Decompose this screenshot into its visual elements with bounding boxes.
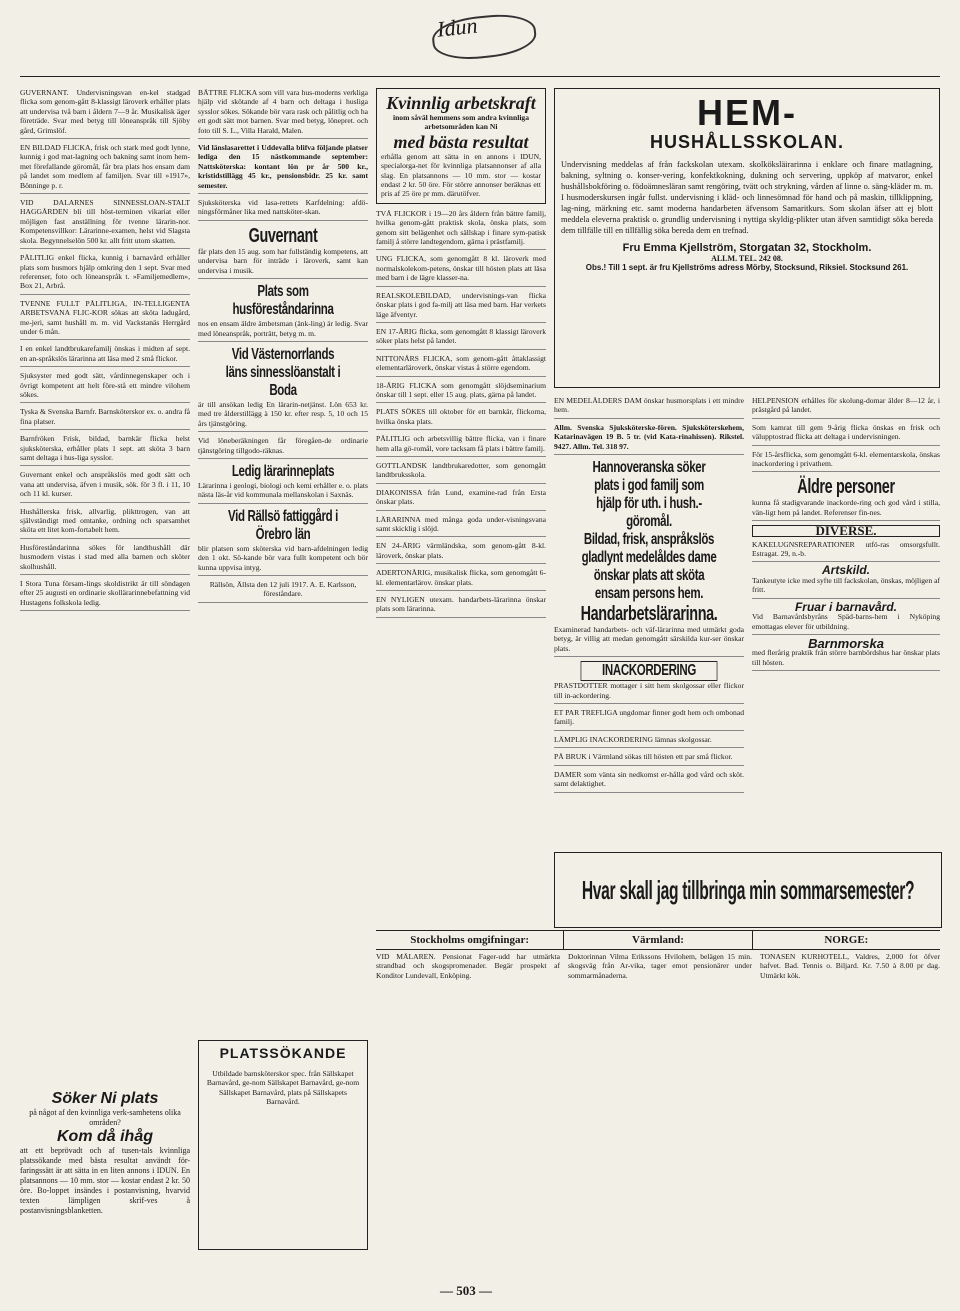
column-2 xyxy=(198,88,368,1128)
resort-ad-varmland: Doktorinnan Vilma Erikssons Hvilohem, belägen 15 min. skogsväg från Ar-vika, tager emot pensionärer under sommarmånaderna. xyxy=(568,952,752,980)
classified-ad: REALSKOLEBILDAD, undervisnings-van flicka önskar plats i god fa-milj att läsa med barn. Har verkets läge äfventyr. xyxy=(376,291,546,323)
husforestandarinna-heading: Plats som husföreståndarinna xyxy=(232,283,334,319)
classified-ad: blir platsen som sköterska vid barn-afdelningen ledig den 1 okt. Sö-kande bör vara fullt kompetent och bör kunna uppvisa intyg. xyxy=(198,544,368,576)
hemhushall-phone: ALLM. TEL. 242 08. xyxy=(711,254,783,263)
classified-ad: EN 24-ÅRIG värmländska, som genom-gått 8-kl. läroverk, önskar plats. xyxy=(376,541,546,564)
classified-ad: I Stora Tuna försam-lings skoldistrikt är till söndagen efter 25 augusti en ordinarie skollärarinnebefattning vid Hustagens folkskola ledig. xyxy=(20,579,190,611)
omg-varmland: Värmland: xyxy=(564,931,752,949)
diverse-heading: DIVERSE. xyxy=(752,525,940,536)
classified-ad: får plats den 15 aug. som har fullständig kompetens, att undervisa barn för inträde i läroverk, samt kan undervisa i musik. xyxy=(198,247,368,279)
classified-ad: Sjuksköterska vid lasa-rettets Karfdelning: afdö-ningsförmåner lika med nattsköter-skan. xyxy=(198,198,368,221)
hemhushall-contact: Fru Emma Kjellström, Storgatan 32, Stockholm. xyxy=(622,242,872,254)
hemhushall-title xyxy=(561,92,933,153)
classified-ad: LÄMPLIG INACKORDERING lämnas skolgossar. xyxy=(554,735,744,748)
classified-ad: kunna få stadigvarande inackorde-ring och god vård i stilla, vän-ligt hem på landet. Referenser fin-nes. xyxy=(752,498,940,521)
classified-ad: GOTTLANDSK landtbrukaredotter, som genomgått landtbruksskola. xyxy=(376,461,546,484)
column-1 xyxy=(20,88,190,1238)
classified-ad: HELPENSION erhålles för skolung-domar älder 8—12 år, i prästgård på landet. xyxy=(752,396,940,419)
newspaper-page xyxy=(20,0,940,1311)
classified-ad: DAMER som vänta sin nedkomst er-hålla god vård och sköt. samt delaktighet. xyxy=(554,770,744,793)
artskild-heading: Artskild. xyxy=(821,563,870,578)
hannoveranska-heading: Hannoveranska söker plats i god familj som hjälp för uth. i hush.-göromål. xyxy=(592,459,706,531)
platssokande-title: PLATSSÖKANDE xyxy=(219,1045,347,1061)
kvinnlig-title: Kvinnlig arbetskraft xyxy=(386,93,536,113)
classified-ad: PÅLITLIG och arbetsvillig bättre flicka, van i finare hem alla gö-romål, vore tacksam få plats i bättre familj. xyxy=(376,434,546,457)
idun-signature-stamp: Idun xyxy=(436,7,530,62)
omg-stockholm: Stockholms omgifningar: xyxy=(376,931,564,949)
platssokande-box xyxy=(198,1040,368,1250)
aldre-personer-heading: Äldre personer xyxy=(797,476,895,499)
classified-ad: Vid löneberäkningen får föregåen-de ordinarie tjänstgöring tillgodo-räknas. xyxy=(198,436,368,459)
classified-ad: LÄRARINNA med många goda under-visningsvana samt skicklig i slöjd. xyxy=(376,515,546,538)
classified-ad: NITTONÅRS FLICKA, som genom-gått åttaklassigt elementarläroverk, önskar vistas å större egendom. xyxy=(376,354,546,377)
column-4 xyxy=(554,396,744,848)
omgivningar-header xyxy=(376,930,940,950)
classified-ad: PRASTDOTTER mottager i sitt hem skolgossar eller flickor till in-ackordering. xyxy=(554,681,744,704)
soker-ni-plats-ad xyxy=(20,1090,190,1216)
classified-ad: med flerårig praktik från större barnbördshus har önskar plats till hösten. xyxy=(752,648,940,671)
hemhushallsskolan-ad xyxy=(554,88,940,388)
classified-ad: ET PAR TREFLIGA ungdomar finner godt hem och ombonad familj. xyxy=(554,708,744,731)
classified-ad: EN BILDAD FLICKA, frisk och stark med godt lynne, kunnig i god mat-lagning och bakning samt inom hem-met förefallande göromål, får bra plats hos ensam dam på landet som medlem af familjen. Svar till »1917», Bönninge p. r. xyxy=(20,143,190,194)
classified-ad: Hushållerska frisk, allvarlig, plikttrogen, van att självständigt med omtanke, ordning och sparsamhet sköta ett litet kom-fortabelt hem. xyxy=(20,507,190,539)
resort-ad-stockholm: VID MÄLAREN. Pensionat Fager-udd har utmärkta strandbad och skogspromenader. Begär prospekt af Konditor Lundevall, Enköping. xyxy=(376,952,560,980)
hemhushall-body: Undervisning meddelas af från fackskolan utexam. skolköksläirarinna i enklare och finare matlagning, bakning, syltning o. konser-vering, konfektkokning, dukning och servering, uppköp af matvaror, enkel hushållsbokföring o. födoämnesläran samt rengöring, tvätt och strykning, vården af linne o. säng-kläder m. m. I husmoderskursen ingår fullst. undervisning i kläd- och linnesömnad för hand och på maskin, tillklippning, lag-ning, märkning etc. samt moderna handarbeten äfvensom Samaritkurs. Som skolan äfser att ej blott meddela eleverna praktisk o. grundlig undervisning i nyttiga skyldig-plikter utan äfven samtidigt söka bereda dem tillfälle till en tillfällig söka bereda dem en trefnad. xyxy=(561,160,933,235)
classified-ad: Examinerad handarbets- och väf-lärarinna med utmärkt goda betyg, är villig att medan genomgått särskilda kur-ser önskar plats. xyxy=(554,625,744,657)
header-rule xyxy=(20,76,940,77)
guvernant-heading: Guvernant xyxy=(248,224,318,247)
page-number: — 503 — xyxy=(440,1283,492,1298)
classified-ad: Tyska & Svenska Barnfr. Barnsköterskor ex. o. andra få fina platser. xyxy=(20,407,190,430)
hemhushall-title-2: HUSHÅLLSSKOLAN. xyxy=(650,132,844,152)
classified-ad: nos en ensam äldre ämbetsman (änk-ling) är ledig. Svar med löneanspråk, porträtt, betyg m. m. xyxy=(198,319,368,342)
classified-ad: Som kamrat till gem 9-årig flicka önskas en frisk och välupptostrad flicka att deltaga i undervisningen. xyxy=(752,423,940,446)
classified-ad: PÅ BRUK i Värmland sökas till hösten ett par små flickor. xyxy=(554,752,744,765)
soker-title: Söker Ni plats xyxy=(51,1090,159,1107)
classified-ad: Rällsön, Ällsta den 12 juli 1917. A. E. Karlsson, föreståndare. xyxy=(198,580,368,603)
kvinnlig-body: erhålla genom att sätta in en annons i IDUN, specialorga-net för kvinnliga platsannonser af alla slag. En platsannons — 10 mm. stor — kostar endast 2 kr. 50 öre. För större annonser beräknas ett pris af 25 öre pr mm. därutöfver. xyxy=(381,151,541,199)
fruar-heading: Fruar i barnavård. xyxy=(794,599,898,614)
barnmorska-heading: Barnmorska xyxy=(808,635,884,651)
classified-ad: Sjuksyster med godt sätt, vårdinnegenskaper och i övrigt kompetent att helt före-stå ett mindre vilohem sökes. xyxy=(20,371,190,403)
classified-ad: Lärarinna i geologi, biologi och kemi erhåller e. o. plats nästa läs-år vid kommunala mellanskolan i Saxnäs. xyxy=(198,481,368,504)
soker-line2: att ett beprövadt och af tusen-tals kvinnliga platssökande med bästa resultat användt för-faringssätt är att sätta in en liten annons i IDUN. En platsannons — 10 mm. stor — kostar endast 2 kr. 50 öre. Bo-loppet insändes i postanvisning, hvarvid texten lämpligen skrif-ves å postanvisningsblanketten. xyxy=(20,1146,190,1215)
classified-ad: DIAKONISSA från Lund, examine-rad från Ersta önskar plats. xyxy=(376,488,546,511)
soker-title2: Kom då ihåg xyxy=(56,1128,153,1145)
resort-ad-norge: TONASEN KURHOTELL, Valdres, 2,000 fot öfver hafvet. Bad. Tennis o. Biljard. Kr. 7.50 à 8.00 pr dag. Utmärkt kök. xyxy=(760,952,940,980)
classified-ad: PÅLITLIG enkel flicka, kunnig i barnavård erhåller plats som husmors hjälp omkring den 1 sept. Svar med referenser, foto och löneanspråk t. »Familjemedlem», Box 21, Arbrå. xyxy=(20,253,190,295)
handarbetslararinna-heading: Handarbetslärarinna. xyxy=(580,603,718,626)
rallso-heading: Vid Rällsö fattiggård i Örebro län xyxy=(228,507,338,543)
inackordering-heading: INACKORDERING xyxy=(581,661,718,681)
column-5 xyxy=(752,396,940,848)
classified-ad: För 15-årsflicka, som genomgått 6-kl. elementarskola, önskas inackordering i privathem. xyxy=(752,450,940,473)
classified-ad: PLATS SÖKES till oktober för ett barnkär, flickorna, hvilka önska plats. xyxy=(376,407,546,430)
classified-ad: Guvernant enkel och anspråkslös med godt sätt och vana att undervisa, äfven i musik, sök. för 3 fl. i 11, 10 och 11 kl. kurser. xyxy=(20,470,190,502)
classified-ad: EN 17-ÅRIG flicka, som genomgått 8 klassigt läroverk söker plats helst på landet. xyxy=(376,327,546,350)
ledig-lararinneplats-heading: Ledig lärarinneplats xyxy=(231,462,335,480)
classified-ad: EN MEDELÅLDERS DAM önskar husmorsplats i ett mindre hem. xyxy=(554,396,744,419)
classified-ad: Vid länslasarettet i Uddevalla blifva följande platser lediga den 15 nästkommande september: Nattsköterska: kontant lön pr år 500 kr., kristidstillägg 45 kr., pensionsbidr. 25 kr. samt semester. xyxy=(198,143,368,194)
hemhushall-footer: Obs.! Till 1 sept. är fru Kjellströms adress Mörby, Stocksund, Riksiel. Stocksund 261. xyxy=(585,263,909,272)
classified-ad: är till ansökan ledig En lärarin-netjänst. Lön 653 kr. med tre ålderstillägg à 150 kr. efter resp. 5, 10 och 15 års tjänstgöring. xyxy=(198,400,368,432)
soker-line1: på något af den kvinnliga verk-samhetens olika områden? xyxy=(29,1108,181,1127)
classified-ad: GUVERNANT. Undervisningsvan en-kel stadgad flicka som genom-gått 8-klassigt läroverk erhåller plats att undervisa två barn i åldern 7—9 år. Musikalisk äger företräde. Svar med betyg till löneanspråk till Sjöby gård, Grimslöf. xyxy=(20,88,190,139)
classified-ad: KAKELUGNSREPARATIONER utfö-ras omsorgsfullt. Estragat. 29, n.-b. xyxy=(752,540,940,563)
classified-ad: ADERTONÅRIG, musikalisk flicka, som genomgått 6-kl. elementarlärov. önskar plats. xyxy=(376,568,546,591)
classified-ad: BÄTTRE FLICKA som vill vara hus-moderns verkliga hjälp vid skötande af 4 barn och deltaga i husliga sysslor sökes. Sökande bör vara rask och pålitlig och ha ett godt sätt mot barnen. Svar med betyg, lönepret. och foto till S. L., Villa Harald, Malen. xyxy=(198,88,368,139)
classified-ad: TVÅ FLICKOR i 19—20 års åldern från bättre familj, hvilka genom-gått praktisk skola, önska plats, som genom sitt belägenhet och sällskap i finare sym-patisk familj å större landtegendom, gärna i prästfamilj. xyxy=(376,209,546,251)
kvinnlig-title2: med bästa resultat xyxy=(393,131,529,152)
bildad-heading: Bildad, frisk, anspråkslös gladlynt medelåldes dame önskar plats att sköta ensam persons hem. xyxy=(581,531,717,603)
classified-ad: Tankeutyte icke med syfte till fackskolan, önskas, möjligen af fritt. xyxy=(752,576,940,599)
platssokande-text: Utbildade barnsköterskor spec. från Sällskapet Barnavård, ge-nom Sällskapet Barnavård, ge-nom Sällskapet Barnavård, plats på Sällskapets Barnavård. xyxy=(206,1069,360,1107)
hemhushall-title-1: HEM- xyxy=(697,92,797,133)
classified-ad: 18-ÅRIG FLICKA som genomgått slöjdseminarium önskar till 1 sept. eller 15 aug. plats, gärna på landet. xyxy=(376,381,546,404)
classified-ad: Allm. Svenska Sjuksköterske-fören. Sjuksköterskehem, Katarinavägen 19 B. 5 tr. (vid Kata-rinahissen). Rikstel. 9427. Allm. Tel. 318 97. xyxy=(554,423,744,455)
classified-ad: Vid Barnavårdsbyråns Späd-barns-hem i Nyköping emottagas elever för utbildning. xyxy=(752,612,940,635)
classified-ad: VID DALARNES SINNESSLOAN-STALT HAGGÅRDEN bli till höst-terminen vikariat eller möjligen fast anställning för tvenne lärarin-nor. Kompetensvillkor: Lärarinne-examen, helst vid Slagsta skola. Begynnelselön 500 kr. allt fritt utom skatten. xyxy=(20,198,190,249)
kvinnlig-arbetskraft-ad xyxy=(376,88,546,204)
classified-ad: EN NYLIGEN utexam. handarbets-lärarinna önskar plats som lärarinna. xyxy=(376,595,546,618)
omg-norge: NORGE: xyxy=(824,934,869,946)
classified-ad: Barnfröken Frisk, bildad, barnkär flicka helst sjuksköterska, erhåller plats 1 sept. att sköta 3 barn samt deltaga i hus-liga sysslor. xyxy=(20,434,190,466)
sommarsemester-text: Hvar skall jag tillbringa min sommarsemester? xyxy=(581,874,915,905)
classified-ad: Husföreståndarinna sökes för landthushåll där husmodern vistas i stad med alla barnen och sköter skolhushåll. xyxy=(20,543,190,575)
sommarsemester-banner xyxy=(554,852,942,928)
classified-ad: TVENNE FULLT PÅLITLIGA, IN-TELLIGENTA ARBETSVANA FLIC-KOR sökas att sköta ladugård, me-jeri, samt hushåll m. m. vid Vackstanäs Herrgård under 6 mån. xyxy=(20,299,190,341)
vasternorrlands-heading: Vid Västernorrlands läns sinnesslöanstalt i Boda xyxy=(225,345,341,399)
classified-ad: UNG FLICKA, som genomgått 8 kl. läroverk med normalskolekom-petens, önskar till hösten plats att läsa med barn i de lägre klasser-na. xyxy=(376,254,546,286)
kvinnlig-sub: inom såväl hemmens som andra kvinnliga arbetsområden kan Ni xyxy=(392,113,530,132)
classified-ad: I en enkel landtbrukarefamilj önskas i midten af sept. en an-språkslös lärarinna att läsa med 2 små flickor. xyxy=(20,344,190,367)
